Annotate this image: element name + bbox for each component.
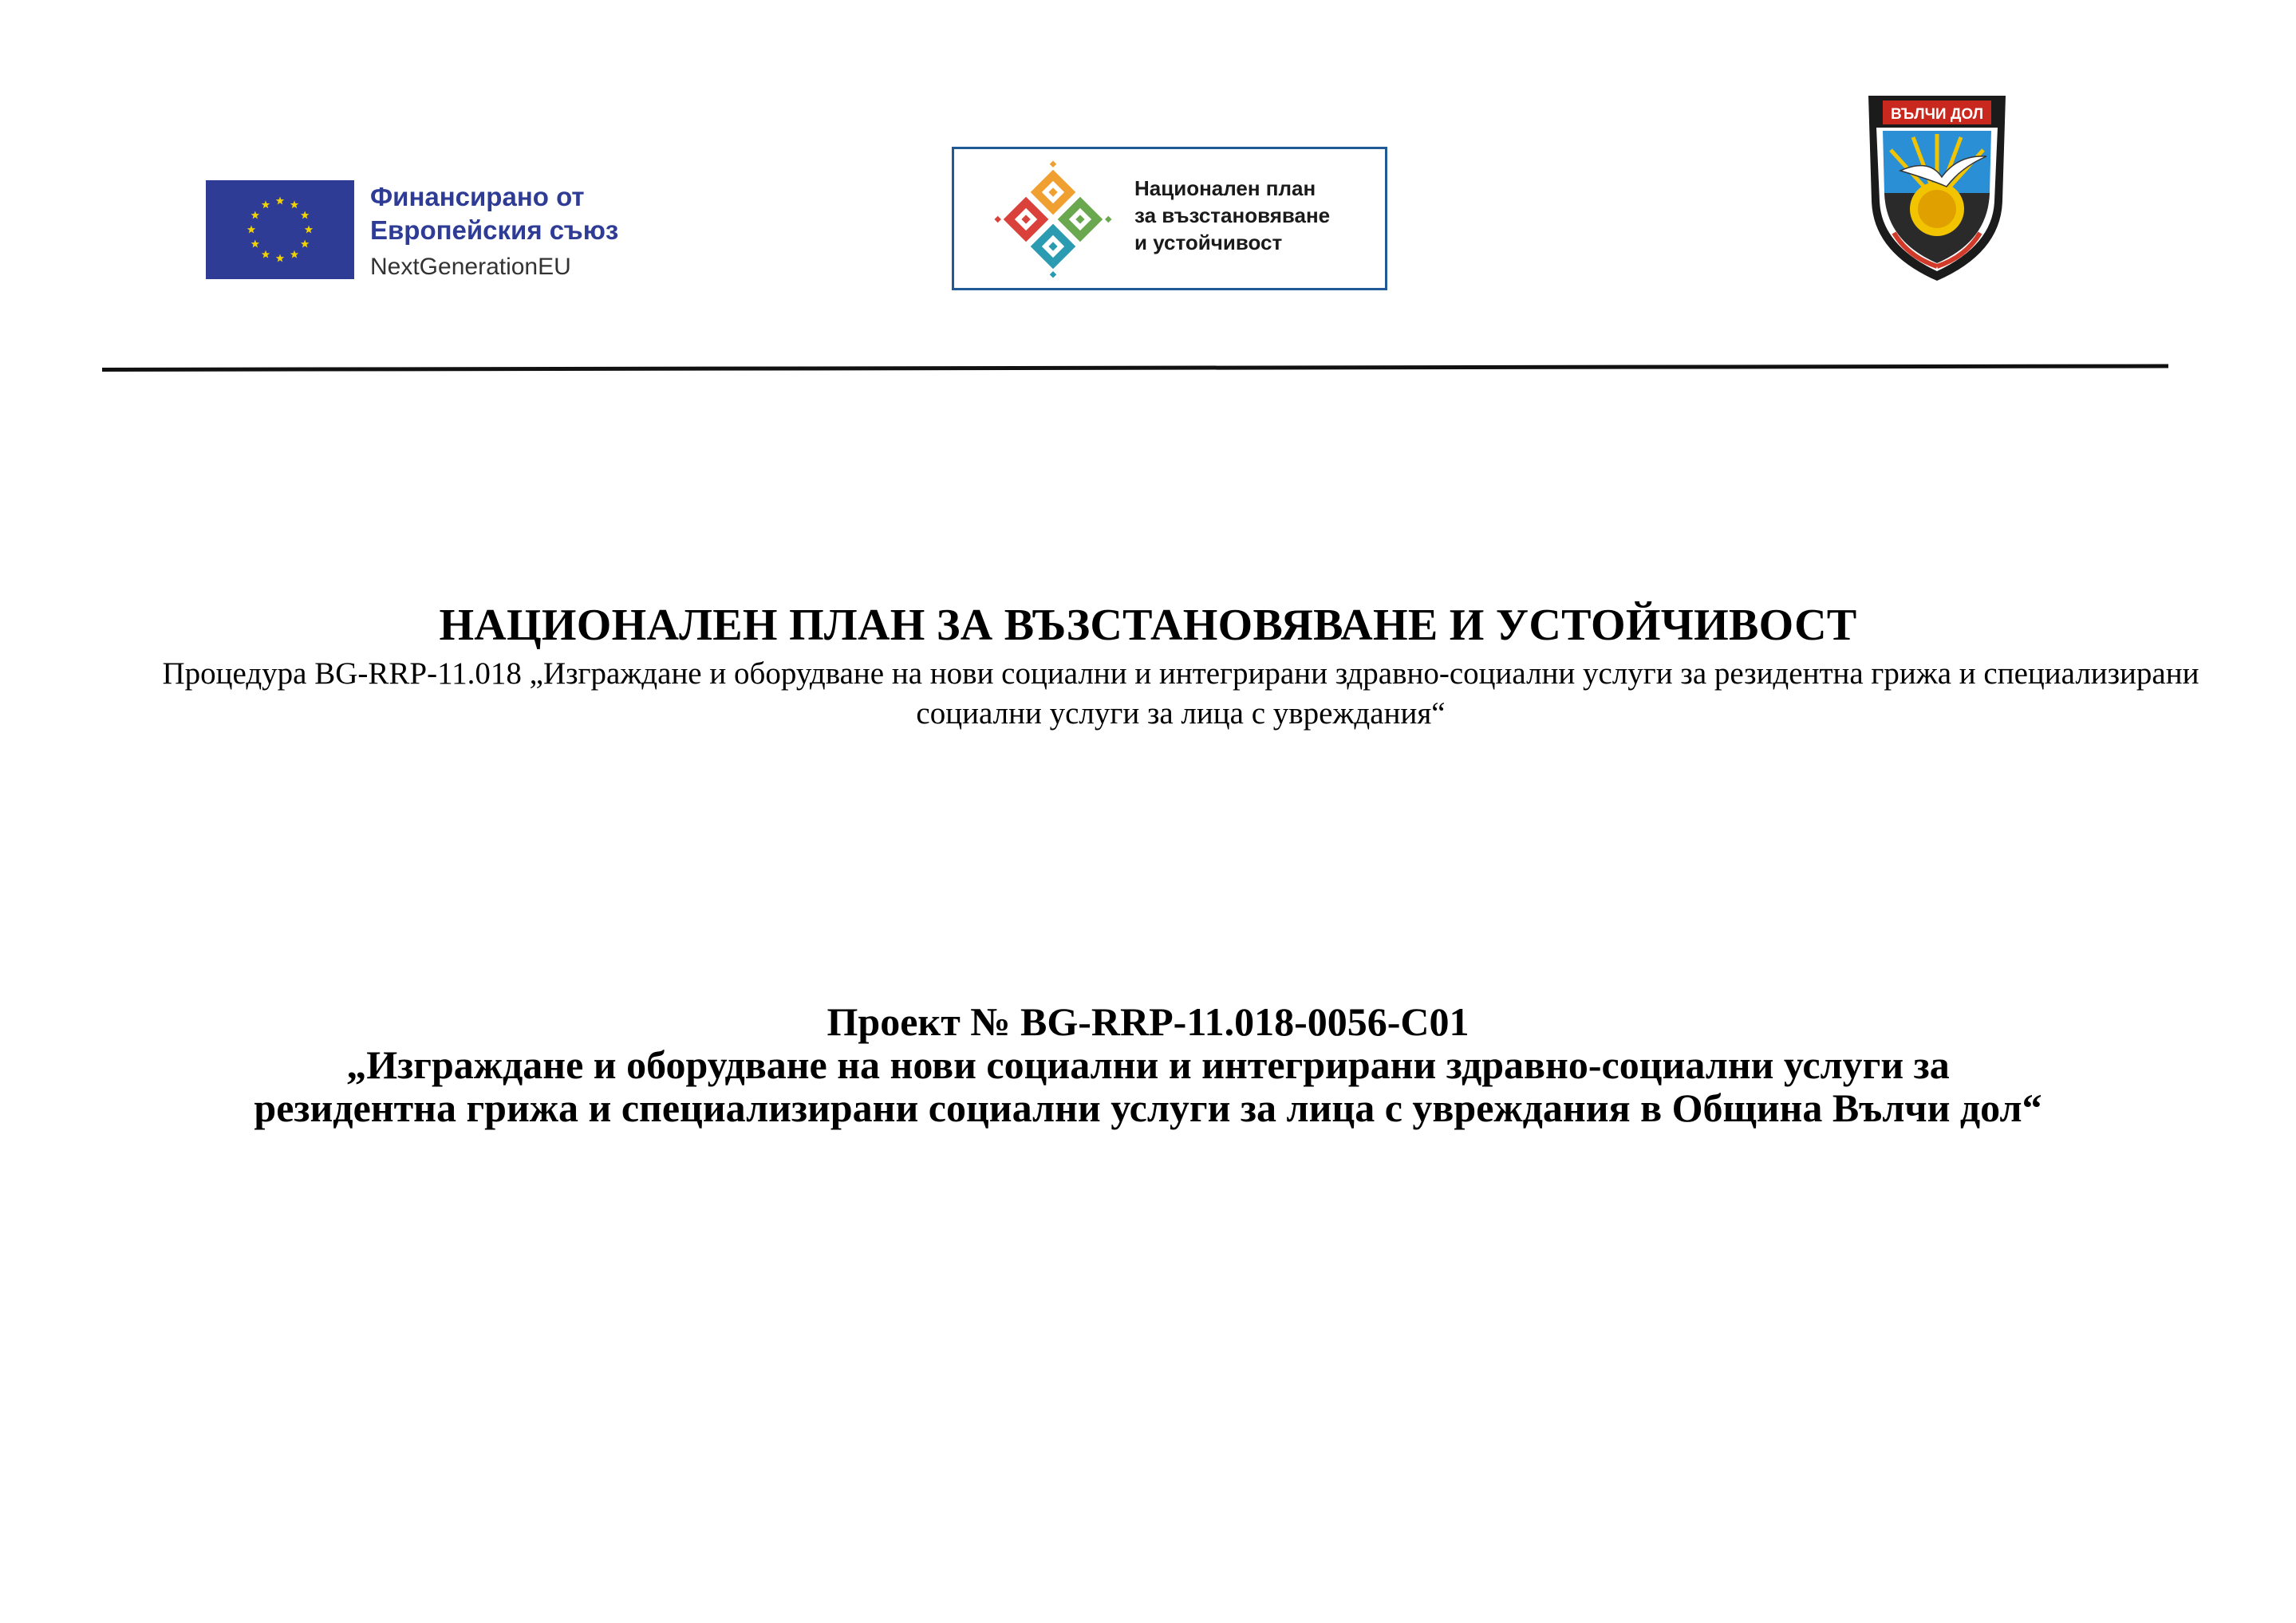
project-title-line2: резидентна грижа и специализирани социални услуги за лица с увреждания в Община Вълчи дол“ xyxy=(254,1085,2042,1130)
project-heading xyxy=(0,1000,2296,1129)
eu-funding-logo xyxy=(206,180,700,284)
recovery-plan-line1: Национален план xyxy=(1134,176,1316,200)
recovery-plan-line3: и устойчивост xyxy=(1134,230,1283,254)
eu-logo-line2: Европейския съюз xyxy=(370,215,619,245)
eu-logo-line1: Финансирано от xyxy=(370,182,585,211)
recovery-plan-logo xyxy=(952,147,1387,290)
municipality-crest-icon xyxy=(1852,81,2022,290)
header-divider xyxy=(102,364,2168,372)
eu-logo-line3: NextGenerationEU xyxy=(370,254,571,280)
project-title-line1: „Изграждане и оборудване на нови социални и интегрирани здравно-социални услуги за xyxy=(346,1042,1950,1087)
document-title: НАЦИОНАЛЕН ПЛАН ЗА ВЪЗСТАНОВЯВАНЕ И УСТОЙЧИВОСТ xyxy=(439,601,1857,650)
svg-text:ВЪЛЧИ ДОЛ: ВЪЛЧИ ДОЛ xyxy=(1890,106,1984,123)
recovery-plan-emblem-icon xyxy=(989,160,1117,278)
procedure-text: Процедура BG-RRP-11.018 „Изграждане и оборудване на нови социални и интегрирани здравно-социални услуги за резидентна грижа и специализирани социални услуги за лица с увреждания“ xyxy=(162,656,2199,731)
project-number: Проект № BG-RRP-11.018-0056-C01 xyxy=(826,999,1470,1044)
recovery-plan-line2: за възстановяване xyxy=(1134,203,1331,227)
recovery-plan-logo-text xyxy=(1134,175,1330,256)
eu-flag-icon xyxy=(206,180,354,279)
